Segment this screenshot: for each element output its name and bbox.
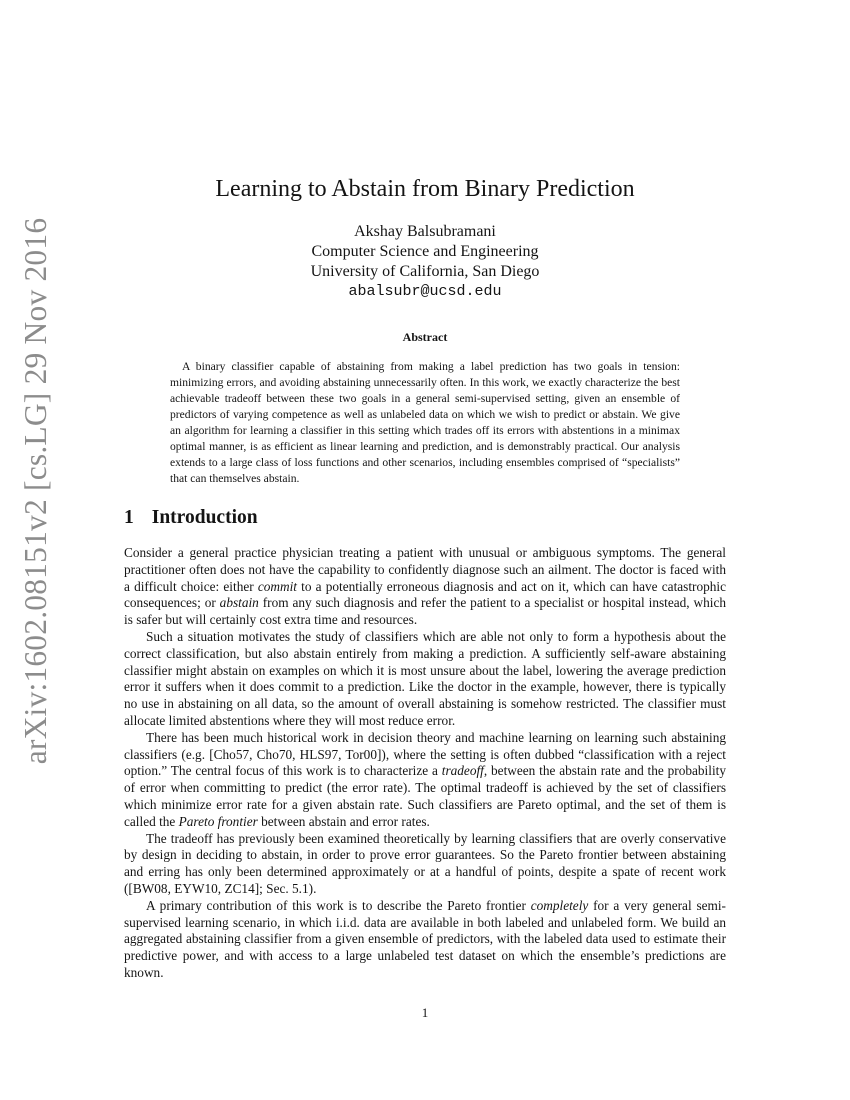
section-number: 1 [124, 507, 134, 528]
paper-title: Learning to Abstain from Binary Prediction [215, 176, 635, 202]
emphasis-commit: commit [257, 578, 297, 594]
paragraph-3: There has been much historical work in decision theory and machine learning on learning such abstaining classifiers (e.g. [Cho57, Cho70, HLS97, Tor00]), where the setting is often dubbed “classification with a reject option.” The central focus of this work is to characterize a tradeoff, between the abstain rate and the probability of error when committing to predict (the error rate). The optimal tradeoff is achieved by the set of classifiers which minimize error rate for a given abstain rate. Such classifiers are Pareto optimal, and the set of them is called the Pareto frontier between abstain and error rates. [124, 729, 726, 829]
emphasis-abstain: abstain [219, 595, 259, 611]
arxiv-stamp-text: arXiv:1602.08151v2 [cs.LG] 29 Nov 2016 [18, 217, 53, 765]
author-university: University of California, San Diego [310, 263, 540, 280]
author-department: Computer Science and Engineering [311, 243, 539, 260]
section-title: Introduction [151, 507, 258, 528]
author-email: abalsubr@ucsd.edu [348, 283, 502, 300]
paper-page [124, 170, 726, 982]
emphasis-completely: completely [530, 897, 589, 913]
arxiv-stamp [14, 0, 58, 1100]
abstract-heading: Abstract [402, 330, 448, 344]
abstract-text: A binary classifier capable of abstaining from making a label prediction has two goals in tension: minimizing errors, and avoiding abstaining unnecessarily often. In this work, we exactly characterize the best achievable tradeoff between these two goals in a general semi-supervised setting, given an ensemble of predictors of varying competence as well as unlabeled data on which we wish to predict or abstain. We give an algorithm for learning a classifier in this setting which trades off its errors with abstentions in a minimax optimal manner, is as efficient as linear learning and prediction, and is demonstrably practical. Our analysis extends to a large class of loss functions and other scenarios, including ensembles comprised of “specialists” that can themselves abstain. [170, 360, 680, 485]
paragraph-1: Consider a general practice physician treating a patient with unusual or ambiguous symptoms. The general practitioner often does not have the capability to confidently diagnose such an ailment. The doctor is faced with a difficult choice: either commit to a potentially erroneous diagnosis and act on it, which can have catastrophic consequences; or abstain from any such diagnosis and refer the patient to a specialist or hospital instead, which is safer but will certainly cost extra time and resources. [124, 545, 726, 628]
section-body [124, 545, 726, 982]
emphasis-tradeoff: tradeoff [441, 763, 484, 779]
paragraph-2: Such a situation motivates the study of classifiers which are able not only to form a hypothesis about the correct classification, but also abstain entirely from making a prediction. A sufficiently self-aware abstaining classifier might abstain on examples on which it is most unsure about the label, lowering the average prediction error it suffers when it does commit to a prediction. Like the doctor in the example, however, there is typically no use in abstaining on all data, so the amount of overall abstaining is somehow restricted. The classifier must allocate limited abstentions where they will most reduce error. [124, 628, 726, 728]
paragraph-4: The tradeoff has previously been examined theoretically by learning classifiers that are overly conservative by design in deciding to abstain, in order to prove error guarantees. So the Pareto frontier between abstaining and erring has only been determined approximately or at a handful of points, despite a spate of recent work ([BW08, EYW10, ZC14]; Sec. 5.1). [124, 830, 726, 896]
paragraph-5: A primary contribution of this work is to describe the Pareto frontier completely for a very general semi-supervised learning scenario, in which i.i.d. data are available in both labeled and unlabeled form. We build an aggregated abstaining classifier from a given ensemble of predictors, with the labeled data used to estimate their predictive power, and with access to a large unlabeled test dataset on which the ensemble’s predictions are known. [124, 897, 726, 980]
page-number: 1 [421, 1005, 429, 1020]
section-heading [124, 507, 726, 529]
author-name: Akshay Balsubramani [354, 223, 496, 240]
emphasis-pareto-frontier: Pareto frontier [178, 813, 258, 829]
author-block [124, 222, 726, 302]
